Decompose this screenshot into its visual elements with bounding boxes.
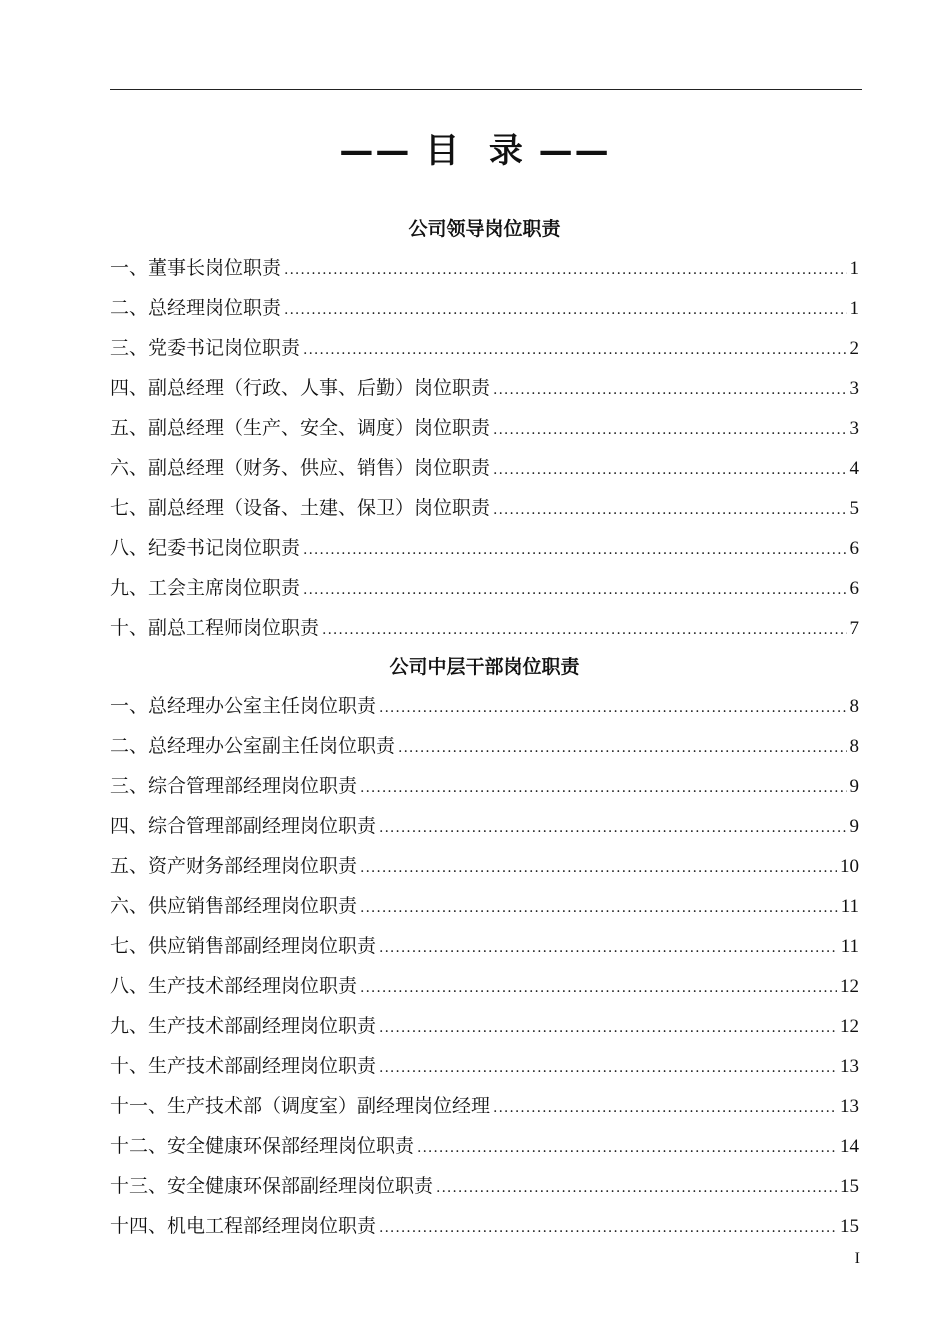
toc-entry[interactable] — [110, 1126, 859, 1166]
toc-entry[interactable] — [110, 1006, 859, 1046]
toc-entry[interactable] — [110, 686, 859, 726]
toc-entry[interactable] — [110, 1206, 859, 1246]
table-of-contents — [110, 210, 859, 1246]
toc-entry-label: 一、总经理办公室主任岗位职责 — [110, 695, 377, 717]
toc-entry-page: 3 — [849, 418, 859, 439]
toc-entry[interactable] — [110, 966, 859, 1006]
toc-entry-page: 12 — [840, 976, 859, 997]
toc-entry-label: 十三、安全健康环保部副经理岗位职责 — [110, 1175, 434, 1197]
toc-entry-label: 三、党委书记岗位职责 — [110, 337, 301, 359]
toc-entry-page: 13 — [840, 1056, 859, 1077]
toc-entry[interactable] — [110, 448, 859, 488]
toc-entry-label: 十、生产技术部副经理岗位职责 — [110, 1055, 377, 1077]
toc-entry-page: 14 — [840, 1136, 859, 1157]
toc-entry[interactable] — [110, 408, 859, 448]
toc-entry[interactable] — [110, 288, 859, 328]
toc-entry[interactable] — [110, 886, 859, 926]
toc-dot-leader — [379, 1008, 837, 1048]
toc-dot-leader — [436, 1168, 837, 1208]
toc-dot-leader — [379, 928, 838, 968]
toc-dot-leader — [303, 570, 846, 610]
toc-entry[interactable] — [110, 488, 859, 528]
toc-entry-label: 十四、机电工程部经理岗位职责 — [110, 1215, 377, 1237]
toc-entry-label: 八、纪委书记岗位职责 — [110, 537, 301, 559]
toc-entry-page: 3 — [849, 378, 859, 399]
toc-entry-page: 10 — [840, 856, 859, 877]
toc-entry-page: 6 — [849, 578, 859, 599]
toc-entry-label: 九、工会主席岗位职责 — [110, 577, 301, 599]
toc-dot-leader — [493, 490, 846, 530]
toc-entry[interactable] — [110, 726, 859, 766]
toc-entry[interactable] — [110, 1166, 859, 1206]
toc-entry-label: 八、生产技术部经理岗位职责 — [110, 975, 358, 997]
toc-dot-leader — [360, 768, 846, 808]
toc-dot-leader — [493, 1088, 837, 1128]
toc-entry-label: 五、资产财务部经理岗位职责 — [110, 855, 358, 877]
toc-entry-page: 11 — [840, 896, 859, 917]
toc-entry-label: 四、副总经理（行政、人事、后勤）岗位职责 — [110, 377, 491, 399]
toc-entry-page: 11 — [840, 936, 859, 957]
toc-entry-page: 12 — [840, 1016, 859, 1037]
section-heading: 公司领导岗位职责 — [408, 218, 561, 240]
toc-dot-leader — [379, 1048, 837, 1088]
toc-entry-label: 七、供应销售部副经理岗位职责 — [110, 935, 377, 957]
toc-entry-label: 九、生产技术部副经理岗位职责 — [110, 1015, 377, 1037]
toc-dot-leader — [360, 888, 838, 928]
toc-entry[interactable] — [110, 248, 859, 288]
toc-entry-label: 四、综合管理部副经理岗位职责 — [110, 815, 377, 837]
toc-entry[interactable] — [110, 328, 859, 368]
toc-entry[interactable] — [110, 1086, 859, 1126]
toc-entry-label: 三、综合管理部经理岗位职责 — [110, 775, 358, 797]
toc-entry-page: 2 — [849, 338, 859, 359]
toc-entry-label: 十一、生产技术部（调度室）副经理岗位经理 — [110, 1095, 491, 1117]
footer-page-number: I — [854, 1250, 860, 1267]
toc-entry[interactable] — [110, 806, 859, 846]
toc-entry-page: 15 — [840, 1216, 859, 1237]
toc-entry-page: 13 — [840, 1096, 859, 1117]
toc-dot-leader — [322, 610, 846, 650]
toc-entry-label: 七、副总经理（设备、土建、保卫）岗位职责 — [110, 497, 491, 519]
toc-entry-page: 7 — [849, 618, 859, 639]
toc-entry[interactable] — [110, 926, 859, 966]
toc-dot-leader — [493, 410, 846, 450]
toc-dot-leader — [303, 530, 846, 570]
toc-entry-page: 8 — [849, 736, 859, 757]
toc-entry-label: 一、董事长岗位职责 — [110, 257, 282, 279]
toc-entry[interactable] — [110, 528, 859, 568]
toc-entry-page: 5 — [849, 498, 859, 519]
toc-entry-label: 二、总经理岗位职责 — [110, 297, 282, 319]
toc-entry-page: 8 — [849, 696, 859, 717]
toc-entry[interactable] — [110, 368, 859, 408]
toc-dot-leader — [379, 1208, 837, 1248]
toc-entry[interactable] — [110, 608, 859, 648]
toc-entry[interactable] — [110, 846, 859, 886]
toc-entry-page: 1 — [849, 298, 859, 319]
toc-entry-page: 9 — [849, 776, 859, 797]
toc-entry[interactable] — [110, 568, 859, 608]
section-heading: 公司中层干部岗位职责 — [389, 656, 580, 678]
toc-dot-leader — [284, 250, 846, 290]
toc-entry-label: 二、总经理办公室副主任岗位职责 — [110, 735, 396, 757]
toc-entry-label: 十二、安全健康环保部经理岗位职责 — [110, 1135, 415, 1157]
toc-entry[interactable] — [110, 1046, 859, 1086]
toc-dot-leader — [360, 848, 837, 888]
toc-dot-leader — [379, 808, 846, 848]
toc-dot-leader — [379, 688, 846, 728]
toc-dot-leader — [493, 370, 846, 410]
toc-entry-label: 五、副总经理（生产、安全、调度）岗位职责 — [110, 417, 491, 439]
toc-entry-label: 十、副总工程师岗位职责 — [110, 617, 320, 639]
toc-dot-leader — [284, 290, 846, 330]
toc-entry[interactable] — [110, 766, 859, 806]
toc-entry-page: 1 — [849, 258, 859, 279]
toc-entry-page: 15 — [840, 1176, 859, 1197]
header-rule — [110, 89, 862, 90]
toc-dot-leader — [360, 968, 837, 1008]
toc-entry-label: 六、供应销售部经理岗位职责 — [110, 895, 358, 917]
toc-dot-leader — [417, 1128, 837, 1168]
toc-entry-page: 9 — [849, 816, 859, 837]
toc-entry-page: 4 — [849, 458, 859, 479]
document-title: —— 目 录 —— — [339, 131, 611, 171]
toc-dot-leader — [493, 450, 846, 490]
toc-dot-leader — [398, 728, 846, 768]
toc-dot-leader — [303, 330, 846, 370]
toc-entry-label: 六、副总经理（财务、供应、销售）岗位职责 — [110, 457, 491, 479]
toc-entry-page: 6 — [849, 538, 859, 559]
